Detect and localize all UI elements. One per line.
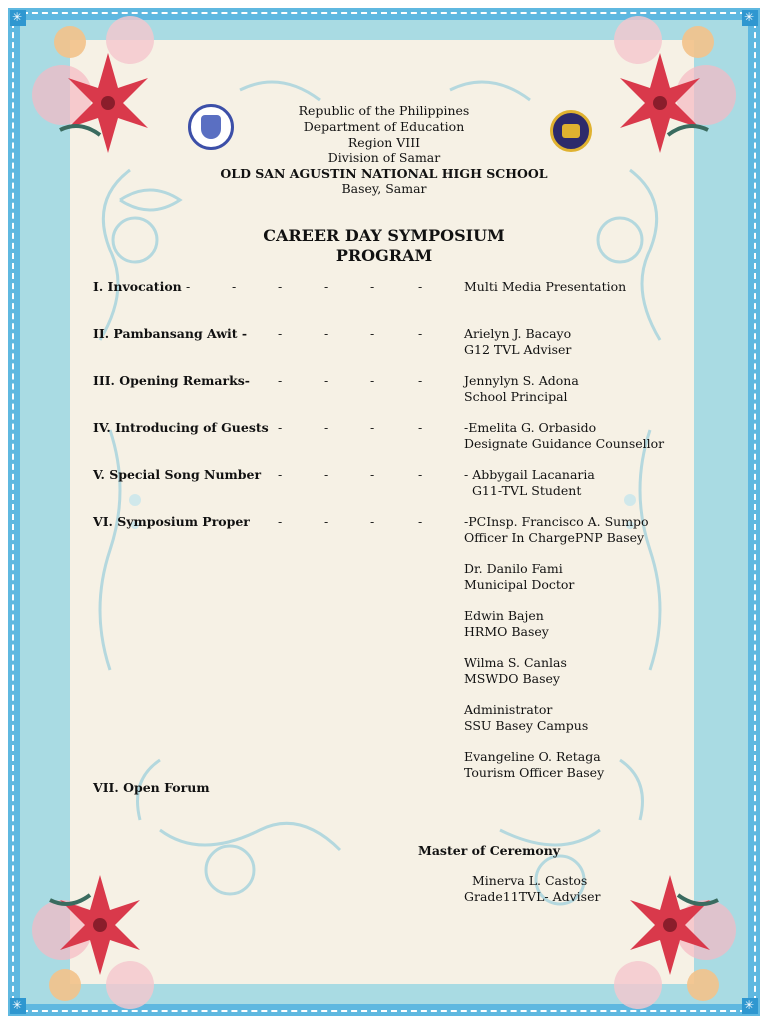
dash-separator: - bbox=[418, 326, 423, 341]
header-line-4: Division of Samar bbox=[327, 150, 441, 165]
dash-separator: - bbox=[324, 467, 329, 482]
speaker-5-name: Evangeline O. Retaga bbox=[464, 749, 601, 764]
dash-separator: - bbox=[186, 279, 191, 294]
dash-separator: - bbox=[418, 514, 423, 529]
program-item-1-presenter: Multi Media Presentation bbox=[464, 279, 627, 294]
dash-separator: - bbox=[418, 373, 423, 388]
speaker-3-role: MSWDO Basey bbox=[464, 671, 560, 686]
flower-cluster-bottom-left bbox=[32, 875, 154, 1009]
program-item-7-label: VII. Open Forum bbox=[93, 780, 210, 795]
program-item-2-presenter: Arielyn J. Bacayo bbox=[464, 326, 572, 341]
program-item-4-role: Designate Guidance Counsellor bbox=[464, 436, 665, 451]
program-item-6-label: VI. Symposium Proper bbox=[93, 514, 250, 529]
dash-separator: - bbox=[324, 514, 329, 529]
speaker-1-name: Dr. Danilo Fami bbox=[464, 561, 563, 576]
document-subtitle: PROGRAM bbox=[335, 246, 433, 265]
dash-separator: - bbox=[370, 326, 375, 341]
program-item-6-role: Officer In ChargePNP Basey bbox=[464, 530, 645, 545]
document-title: CAREER DAY SYMPOSIUM bbox=[263, 226, 505, 245]
dash-separator: - bbox=[278, 420, 283, 435]
program-item-6-presenter: -PCInsp. Francisco A. Sumpo bbox=[464, 514, 649, 529]
master-of-ceremony-role: Grade11TVL- Adviser bbox=[464, 889, 601, 904]
dash-separator: - bbox=[418, 467, 423, 482]
dash-separator: - bbox=[278, 326, 283, 341]
header-line-3: Region VIII bbox=[347, 135, 421, 150]
dash-separator: - bbox=[324, 373, 329, 388]
dash-separator: - bbox=[324, 326, 329, 341]
program-item-4-presenter: -Emelita G. Orbasido bbox=[464, 420, 597, 435]
program-item-2-label: II. Pambansang Awit - bbox=[93, 326, 248, 341]
dash-separator: - bbox=[324, 420, 329, 435]
dash-separator: - bbox=[278, 279, 283, 294]
program-item-5-role: G11-TVL Student bbox=[464, 483, 582, 498]
dash-separator: - bbox=[370, 514, 375, 529]
school-name: OLD SAN AGUSTIN NATIONAL HIGH SCHOOL bbox=[220, 166, 548, 181]
speaker-4-name: Administrator bbox=[464, 702, 553, 717]
dash-separator: - bbox=[370, 420, 375, 435]
header-line-2: Department of Education bbox=[303, 119, 465, 134]
dash-separator: - bbox=[324, 279, 329, 294]
speaker-4-role: SSU Basey Campus bbox=[464, 718, 589, 733]
speaker-1-role: Municipal Doctor bbox=[464, 577, 575, 592]
program-item-3-label: III. Opening Remarks- bbox=[93, 373, 250, 388]
dash-separator: - bbox=[278, 514, 283, 529]
program-item-4-label: IV. Introducing of Guests bbox=[93, 420, 269, 435]
program-item-1-label: I. Invocation bbox=[93, 279, 182, 294]
dash-separator: - bbox=[418, 279, 423, 294]
dash-separator: - bbox=[370, 373, 375, 388]
speaker-5-role: Tourism Officer Basey bbox=[464, 765, 605, 780]
header-line-1: Republic of the Philippines bbox=[298, 103, 470, 118]
speaker-2-role: HRMO Basey bbox=[464, 624, 549, 639]
program-item-3-role: School Principal bbox=[464, 389, 568, 404]
flower-cluster-bottom-right bbox=[614, 875, 736, 1009]
program-item-3-presenter: Jennylyn S. Adona bbox=[464, 373, 579, 388]
dash-separator: - bbox=[370, 467, 375, 482]
school-location: Basey, Samar bbox=[341, 181, 427, 196]
speaker-3-name: Wilma S. Canlas bbox=[464, 655, 567, 670]
master-of-ceremony-heading: Master of Ceremony bbox=[418, 843, 561, 858]
dash-separator: - bbox=[370, 279, 375, 294]
program-item-5-presenter: - Abbygail Lacanaria bbox=[464, 467, 595, 482]
dash-separator: - bbox=[278, 467, 283, 482]
dash-separator: - bbox=[418, 420, 423, 435]
dash-separator: - bbox=[232, 279, 237, 294]
speaker-2-name: Edwin Bajen bbox=[464, 608, 544, 623]
program-item-5-label: V. Special Song Number bbox=[93, 467, 262, 482]
program-item-2-role: G12 TVL Adviser bbox=[464, 342, 572, 357]
master-of-ceremony-name: Minerva L. Castos bbox=[472, 873, 588, 888]
dash-separator: - bbox=[278, 373, 283, 388]
